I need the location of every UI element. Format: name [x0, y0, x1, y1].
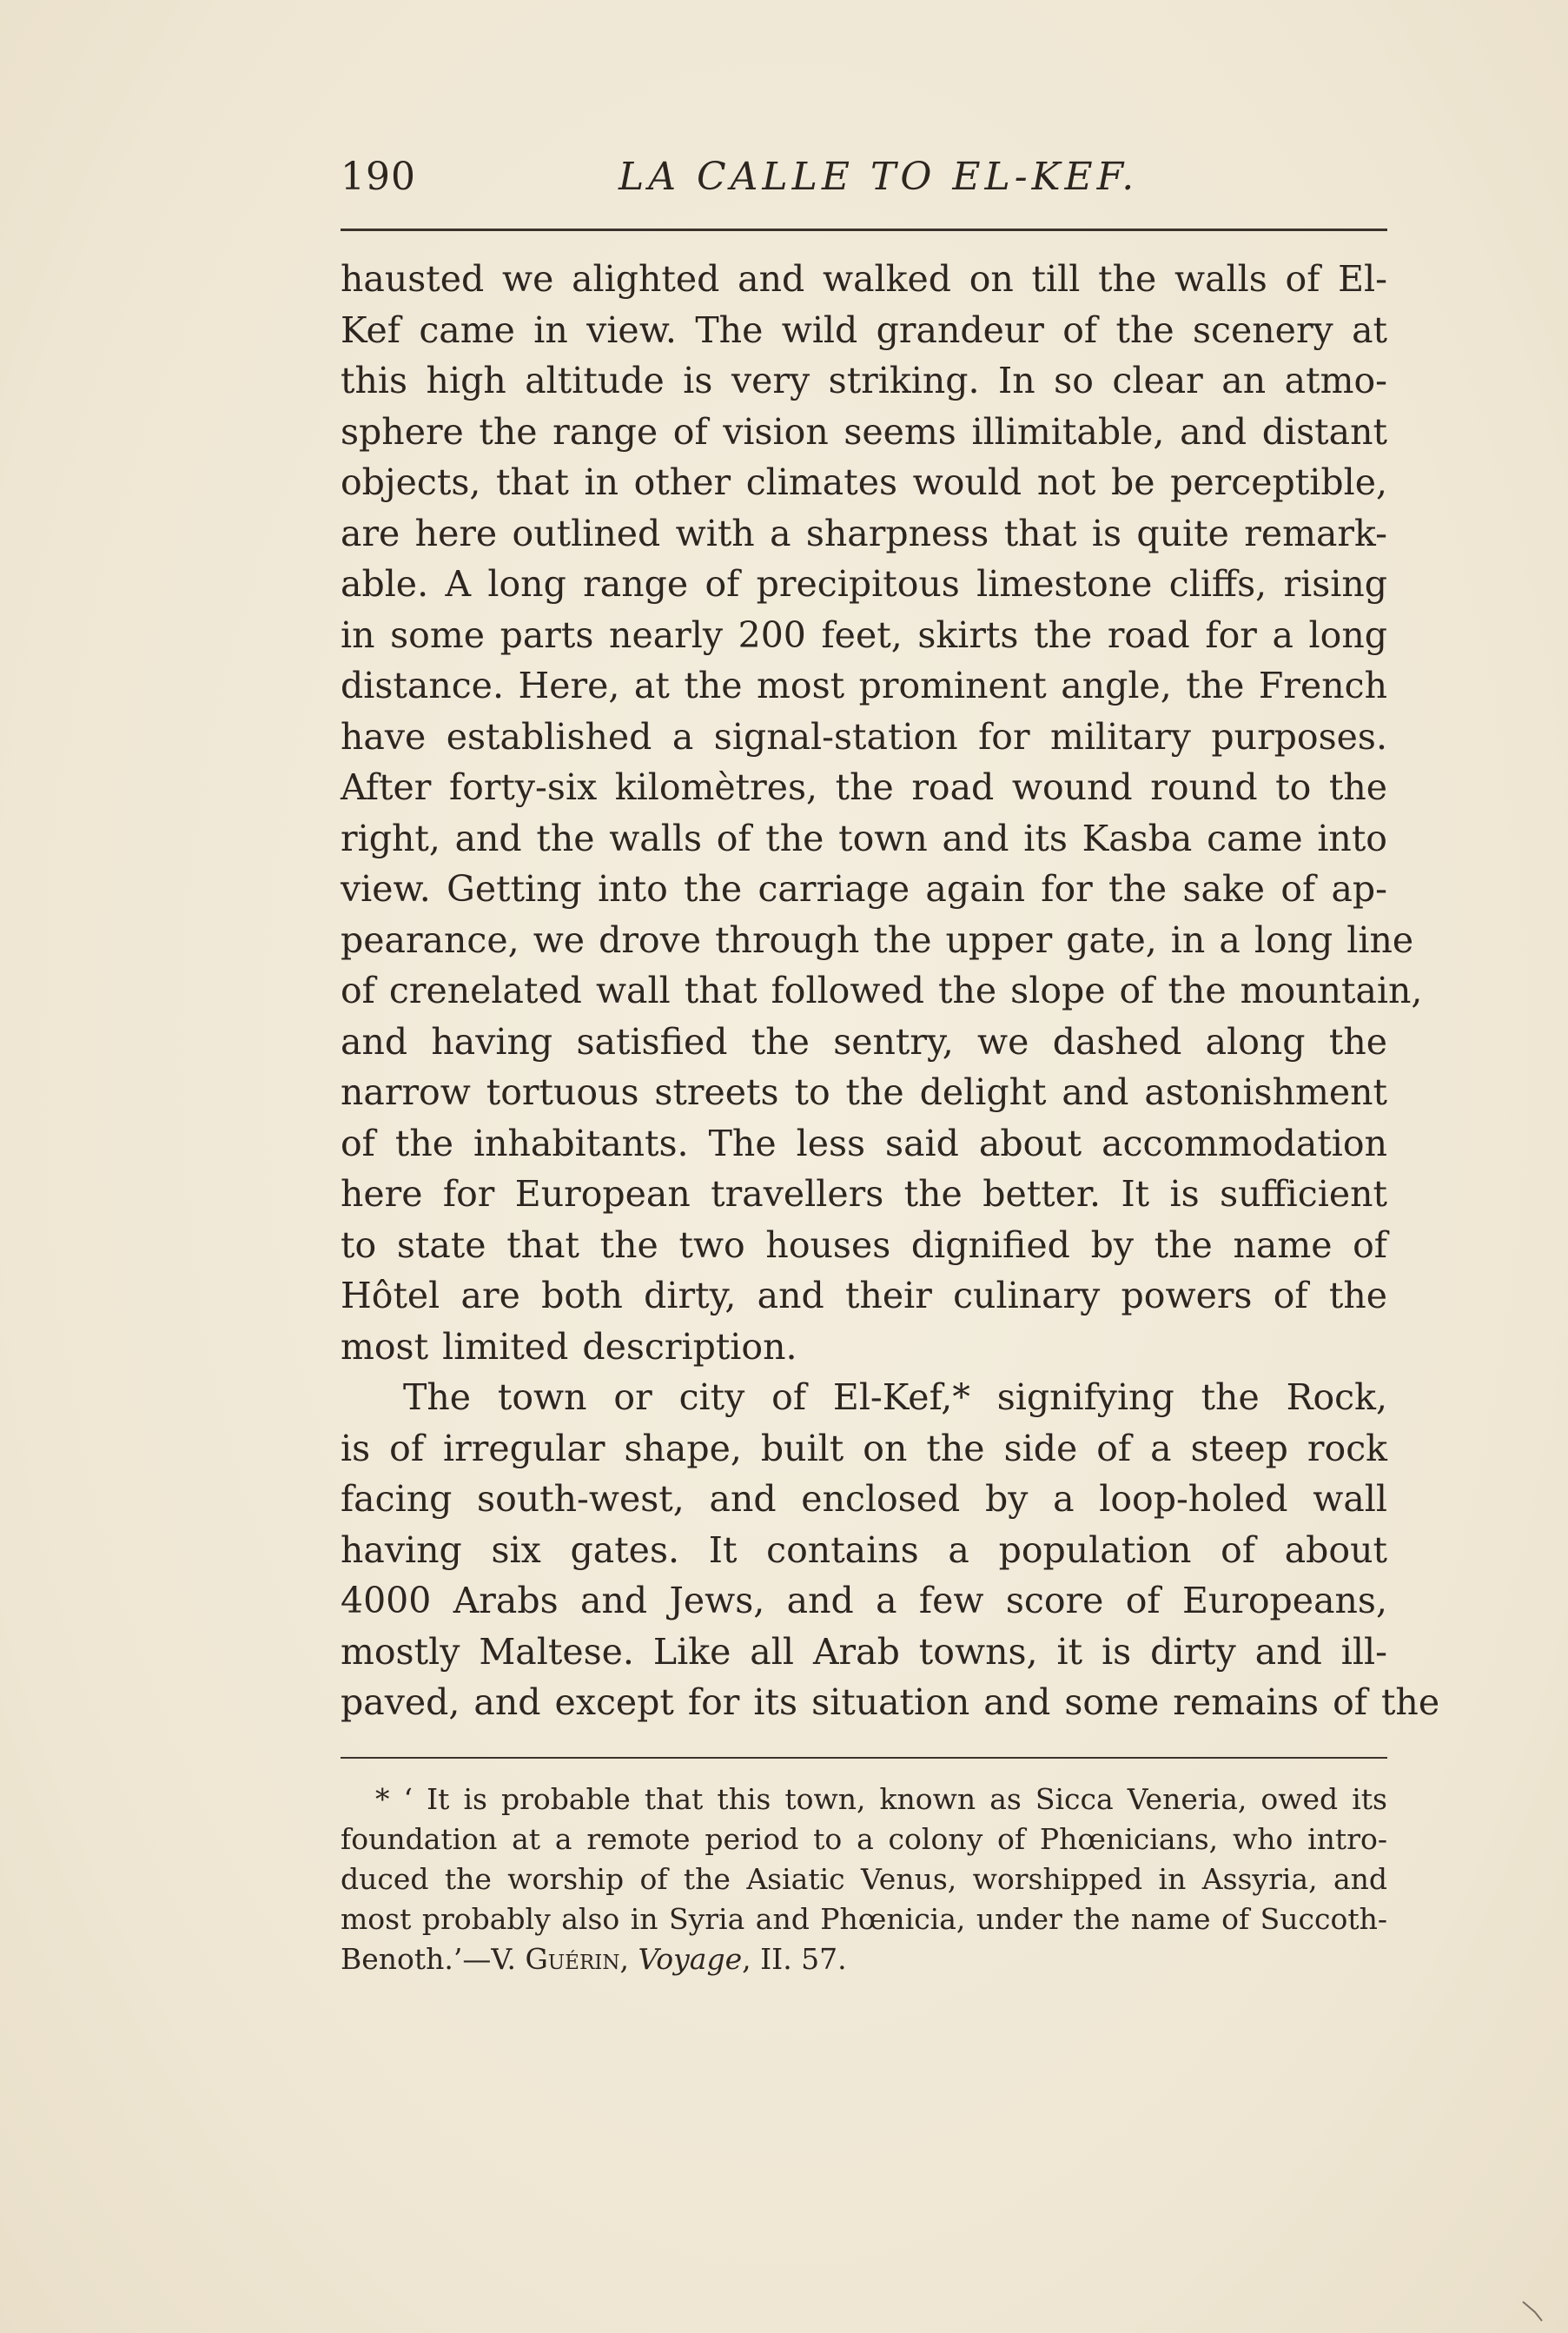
text-line: facing south-west, and enclosed by a loop-holed wall — [341, 1478, 1387, 1520]
running-head: LA CALLE TO EL-KEF. — [619, 155, 1139, 199]
text-line: The town or city of El-Kef,* signifying the Rock, — [403, 1376, 1387, 1418]
citation-work: Voyage — [638, 1942, 743, 1976]
footnote-line-start: Benoth.’—V. — [341, 1942, 526, 1976]
text-line: have established a signal-station for military purposes. — [341, 715, 1387, 758]
text-line: this high altitude is very striking. In so clear an atmo- — [341, 360, 1387, 401]
text-line: view. Getting into the carriage again for the sake of ap- — [341, 868, 1387, 910]
text-line: to state that the two houses dignified by the name of — [341, 1223, 1387, 1266]
text-line: in some parts nearly 200 feet, skirts the road for a long — [341, 613, 1387, 656]
page-header — [341, 155, 1387, 207]
text-line: right, and the walls of the town and its Kasba came into — [341, 817, 1387, 859]
text-line: of the inhabitants. The less said about accommodation — [341, 1122, 1387, 1164]
text-line: having six gates. It contains a population of about — [341, 1528, 1387, 1571]
text-line: here for European travellers the better. It is sufficient — [341, 1173, 1387, 1215]
text-line: 4000 Arabs and Jews, and a few score of Europeans, — [341, 1580, 1387, 1621]
citation-reference: , II. 57. — [742, 1942, 847, 1976]
text-line: Kef came in view. The wild grandeur of the scenery at — [341, 308, 1387, 351]
citation-author: Guérin — [525, 1942, 620, 1976]
text-line: pearance, we drove through the upper gate, in a long line — [341, 918, 1414, 961]
text-line: is of irregular shape, built on the side of a steep rock — [341, 1427, 1387, 1469]
corner-mark-icon — [1516, 2298, 1551, 2324]
text-line: mostly Maltese. Like all Arab towns, it is dirty and ill- — [341, 1630, 1387, 1673]
text-line: of crenelated wall that followed the slope of the mountain, — [341, 970, 1423, 1011]
body-text — [341, 254, 1440, 1728]
page-corner-mark — [1516, 2298, 1551, 2324]
text-line: Hôtel are both dirty, and their culinary powers of the — [341, 1275, 1387, 1316]
text-line: hausted we alighted and walked on till the walls of El- — [341, 258, 1387, 300]
footnote-line: foundation at a remote period to a colony of Phœnicians, who intro- — [341, 1822, 1387, 1856]
header-rule — [341, 229, 1387, 231]
text-line: most limited description. — [341, 1325, 797, 1368]
text-line: sphere the range of vision seems illimitable, and distant — [341, 410, 1387, 453]
text-line: able. A long range of precipitous limestone cliffs, rising — [341, 563, 1387, 605]
text-line: distance. Here, at the most prominent angle, the French — [341, 665, 1387, 706]
text-line: paved, and except for its situation and some remains of the — [341, 1681, 1440, 1723]
text-line: objects, that in other climates would not be perceptible, — [341, 461, 1387, 503]
footnote — [341, 1780, 1387, 1979]
footnote-citation-line — [341, 1939, 1387, 1979]
footnote-line: duced the worship of the Asiatic Venus, worshipped in Assyria, and — [341, 1862, 1387, 1896]
text-line: and having satisfied the sentry, we dashed along the — [341, 1020, 1387, 1063]
text-line: After forty-six kilomètres, the road wound round to the — [341, 766, 1387, 808]
footnote-line: * ‘ It is probable that this town, known as Sicca Veneria, owed its — [375, 1782, 1387, 1816]
text-line: narrow tortuous streets to the delight and astonishment — [341, 1071, 1387, 1113]
footnote-rule — [341, 1757, 1387, 1759]
page-number: 190 — [341, 155, 416, 199]
text-line: are here outlined with a sharpness that is quite remark- — [341, 512, 1387, 554]
citation-separator: , — [619, 1942, 638, 1976]
footnote-line: most probably also in Syria and Phœnicia, under the name of Succoth- — [341, 1902, 1387, 1936]
